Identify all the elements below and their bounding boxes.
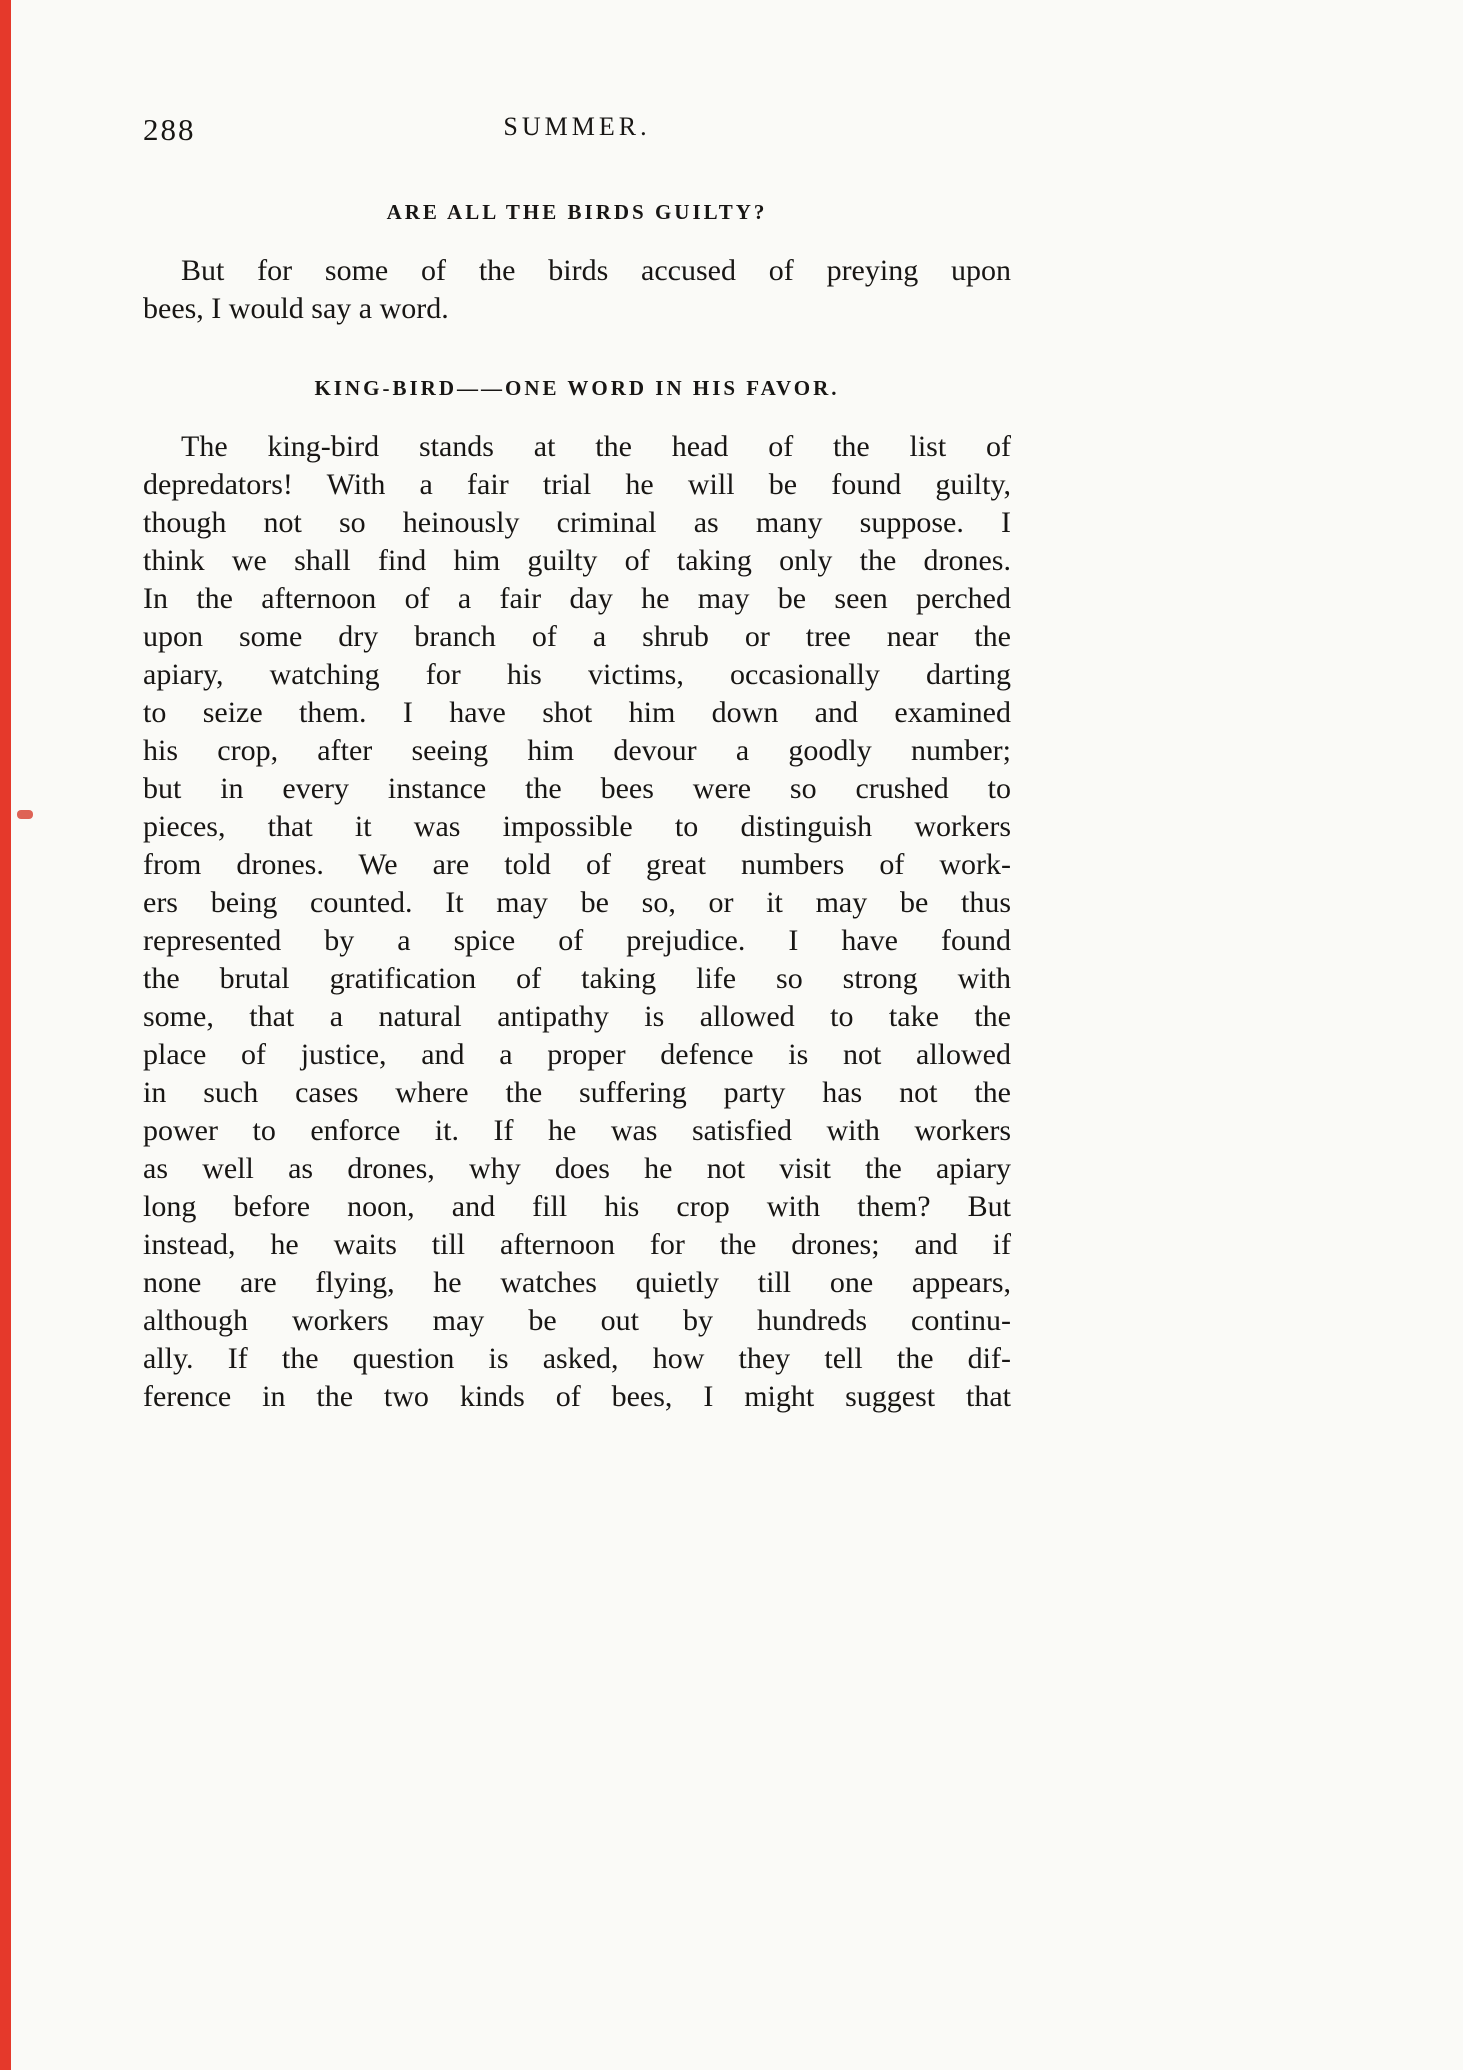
text-line: place of justice, and a proper defence is not allowed [143,1038,1011,1071]
text-line: apiary, watching for his victims, occasionally darting [143,658,1011,691]
text-line: The king-bird stands at the head of the list of [181,430,1011,463]
text-line: bees, I would say a word. [143,292,449,325]
text-line: long before noon, and fill his crop with them? But [143,1190,1011,1223]
text-line: But for some of the birds accused of preying upon [181,254,1011,287]
text-line: his crop, after seeing him devour a goodly number; [143,734,1011,767]
text-line: but in every instance the bees were so crushed to [143,772,1011,805]
text-line: instead, he waits till afternoon for the drones; and if [143,1228,1011,1261]
text-line: pieces, that it was impossible to distinguish workers [143,810,1011,843]
page-content [143,198,1011,1416]
text-line: ference in the two kinds of bees, I might suggest that [143,1380,1011,1413]
paragraph [143,428,1011,1416]
text-line: upon some dry branch of a shrub or tree near the [143,620,1011,653]
section-heading: ARE ALL THE BIRDS GUILTY? [386,200,768,224]
text-line: the brutal gratification of taking life so strong with [143,962,1011,995]
text-line: as well as drones, why does he not visit the apiary [143,1152,1011,1185]
text-line: though not so heinously criminal as many suppose. I [143,506,1011,539]
text-line: although workers may be out by hundreds continu- [143,1304,1011,1337]
scan-edge-red-strip [0,0,11,2070]
text-line: from drones. We are told of great numbers of work- [143,848,1011,881]
running-header: SUMMER. [503,112,651,141]
text-line: think we shall find him guilty of taking only the drones. [143,544,1011,577]
text-line: none are flying, he watches quietly till one appears, [143,1266,1011,1299]
paragraph [143,252,1011,328]
section-heading: KING-BIRD——ONE WORD IN HIS FAVOR. [314,376,840,400]
text-line: some, that a natural antipathy is allowed to take the [143,1000,1011,1033]
text-line: power to enforce it. If he was satisfied with workers [143,1114,1011,1147]
text-line: to seize them. I have shot him down and examined [143,696,1011,729]
text-line: ally. If the question is asked, how they tell the dif- [143,1342,1011,1375]
page-number: 288 [143,112,196,147]
text-line: depredators! With a fair trial he will be found guilty, [143,468,1011,501]
text-line: ers being counted. It may be so, or it may be thus [143,886,1011,919]
text-line: in such cases where the suffering party has not the [143,1076,1011,1109]
margin-ink-mark [17,810,33,819]
page-header [143,112,1011,152]
text-line: represented by a spice of prejudice. I have found [143,924,1011,957]
text-line: In the afternoon of a fair day he may be seen perched [143,582,1011,615]
text-column [143,112,1011,1416]
